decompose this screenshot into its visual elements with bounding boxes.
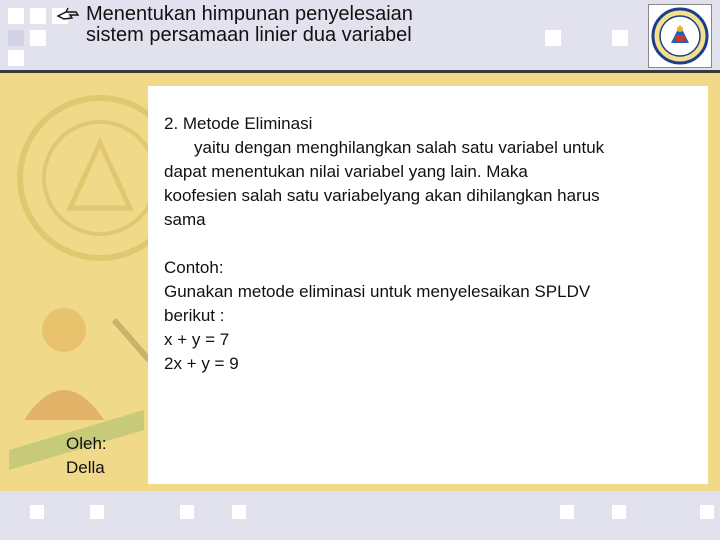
title-line-2: sistem persamaan linier dua variabel xyxy=(86,24,412,46)
pencil-hand-icon xyxy=(56,6,80,29)
page-title xyxy=(58,4,618,46)
example-heading: Contoh: xyxy=(164,258,224,277)
decorative-square xyxy=(8,30,24,46)
equation: 2x + y = 9 xyxy=(164,354,239,373)
lesson-text xyxy=(164,112,689,376)
decorative-square xyxy=(560,505,574,519)
example-instruction: Gunakan metode eliminasi untuk menyelesaikan SPLDV xyxy=(164,282,591,301)
header-bar xyxy=(0,0,720,72)
decorative-square xyxy=(8,50,24,66)
decorative-square xyxy=(30,30,46,46)
decorative-square xyxy=(90,505,104,519)
university-seal-logo xyxy=(648,4,712,68)
decorative-square xyxy=(232,505,246,519)
example-instruction: berikut : xyxy=(164,306,225,325)
method-description-line: sama xyxy=(164,210,206,229)
decorative-square xyxy=(8,8,24,24)
decorative-square xyxy=(180,505,194,519)
method-heading: 2. Metode Eliminasi xyxy=(164,114,313,133)
author-credit xyxy=(66,432,107,480)
decorative-square xyxy=(612,505,626,519)
decorative-square xyxy=(30,505,44,519)
equation: x + y = 7 xyxy=(164,330,230,349)
footer-bar xyxy=(0,491,720,540)
author-label: Oleh: xyxy=(66,434,107,453)
decorative-square xyxy=(700,505,714,519)
author-name: Della xyxy=(66,458,105,477)
method-description-line: koofesien salah satu variabelyang akan dihilangkan harus xyxy=(164,186,600,205)
method-description-line: dapat menentukan nilai variabel yang lain. Maka xyxy=(164,162,528,181)
title-line-1: Menentukan himpunan penyelesaian xyxy=(86,3,413,25)
method-description-line: yaitu dengan menghilangkan salah satu variabel untuk xyxy=(194,138,605,157)
decorative-square xyxy=(30,8,46,24)
